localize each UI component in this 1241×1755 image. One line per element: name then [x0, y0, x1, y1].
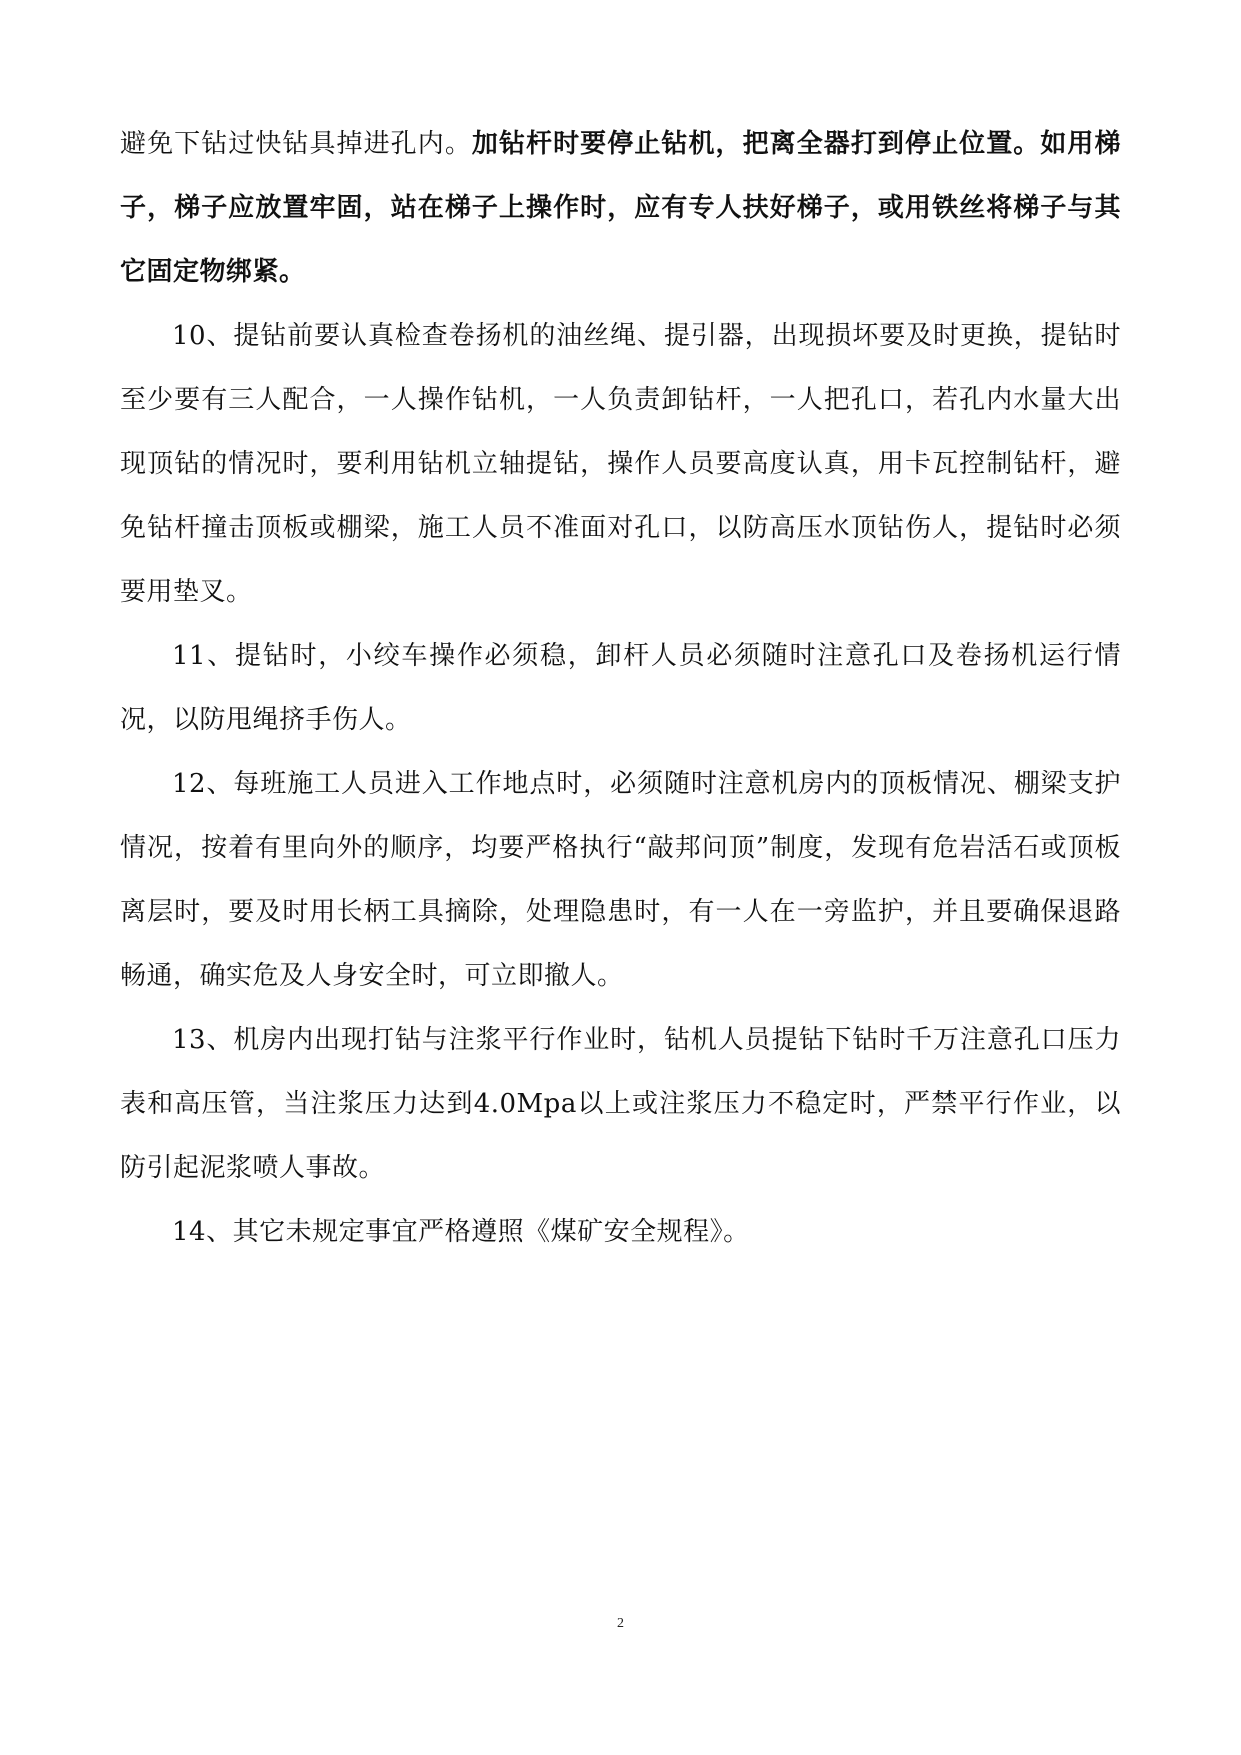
- document-body: [120, 112, 1121, 1264]
- paragraph-continuation: [120, 112, 1121, 304]
- bold-text-run: 加钻杆时要停止钻机，把离全器打到停止位置。如用梯子，梯子应放置牢固，站在梯子上操作时，应有专人扶好梯子，或用铁丝将梯子与其它固定物绑紧。: [120, 129, 1121, 287]
- paragraph-item-12: 12、每班施工人员进入工作地点时，必须随时注意机房内的顶板情况、棚梁支护情况，按着有里向外的顺序，均要严格执行“敲邦问顶”制度，发现有危岩活石或顶板离层时，要及时用长柄工具摘除，处理隐患时，有一人在一旁监护，并且要确保退路畅通，确实危及人身安全时，可立即撤人。: [120, 769, 1121, 991]
- paragraph-item-10: 10、提钻前要认真检查卷扬机的油丝绳、提引器，出现损坏要及时更换，提钻时至少要有三人配合，一人操作钻机，一人负责卸钻杆，一人把孔口，若孔内水量大出现顶钻的情况时，要利用钻机立轴提钻，操作人员要高度认真，用卡瓦控制钻杆，避免钻杆撞击顶板或棚梁，施工人员不准面对孔口，以防高压水顶钻伤人，提钻时必须要用垫叉。: [120, 321, 1121, 607]
- paragraph-item-14: 14、其它未规定事宜严格遵照《煤矿安全规程》。: [172, 1217, 750, 1247]
- paragraph-item-11: 11、提钻时，小绞车操作必须稳，卸杆人员必须随时注意孔口及卷扬机运行情况，以防甩绳挤手伤人。: [120, 641, 1121, 735]
- plain-text-run: 避免下钻过快钻具掉进孔内。: [120, 129, 472, 159]
- page-number: 2: [617, 1616, 624, 1631]
- paragraph-item-13: 13、机房内出现打钻与注浆平行作业时，钻机人员提钻下钻时千万注意孔口压力表和高压管，当注浆压力达到4.0Mpa以上或注浆压力不稳定时，严禁平行作业，以防引起泥浆喷人事故。: [120, 1025, 1121, 1183]
